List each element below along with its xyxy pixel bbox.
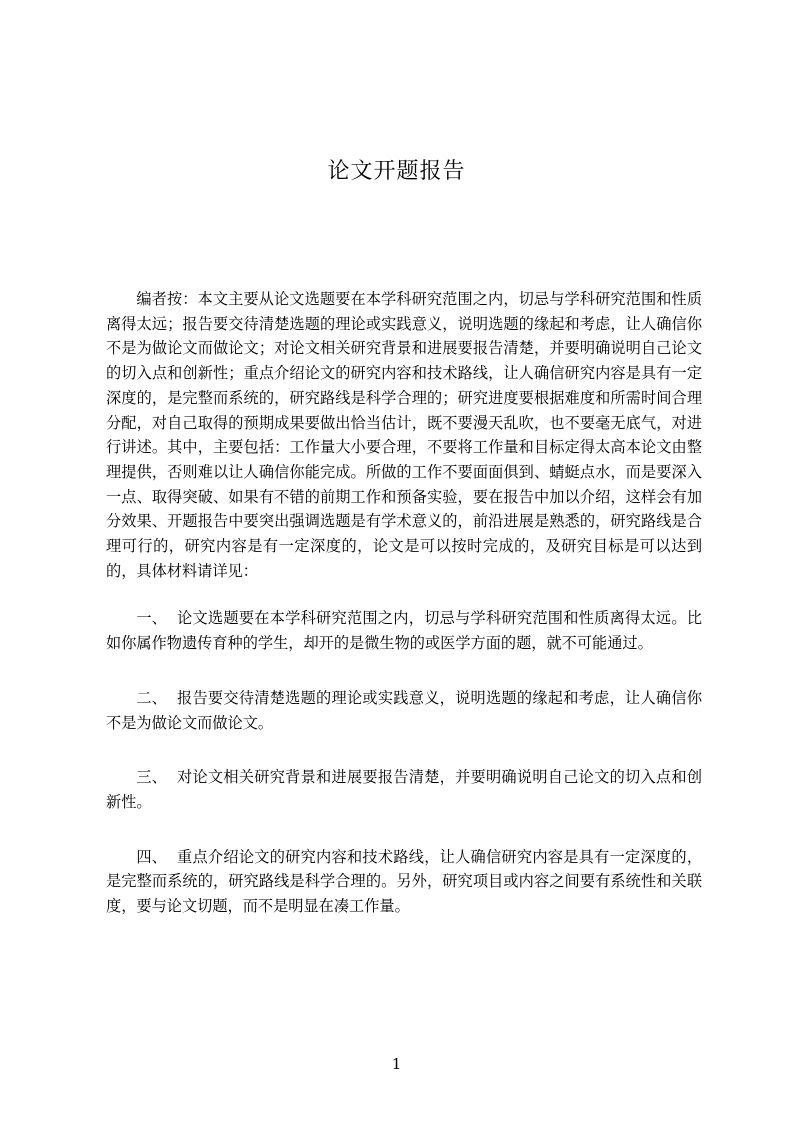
item-number: 三、 bbox=[136, 768, 167, 787]
item-text: 报告要交待清楚选题的理论或实践意义，说明选题的缘起和考虑，让人确信你不是为做论文而做论文。 bbox=[106, 688, 702, 732]
item-text: 重点介绍论文的研究内容和技术路线，让人确信研究内容是具有一定深度的，是完整而系统的，研究路线是科学合理的。另外，研究项目或内容之间要有系统性和关联度，要与论文切题，而不是明显在凑工作量。 bbox=[106, 847, 702, 916]
paragraph-spacer bbox=[106, 656, 702, 686]
paragraph-spacer bbox=[106, 583, 702, 606]
paragraph-spacer bbox=[106, 815, 702, 845]
numbered-item-2 bbox=[106, 686, 702, 735]
paragraph-spacer bbox=[106, 735, 702, 765]
item-number: 一、 bbox=[136, 609, 167, 628]
item-number: 四、 bbox=[136, 847, 167, 866]
numbered-item-4 bbox=[106, 845, 702, 919]
page-number: 1 bbox=[391, 1055, 402, 1073]
item-text: 对论文相关研究背景和进展要报告清楚，并要明确说明自己论文的切入点和创新性。 bbox=[106, 768, 702, 811]
numbered-item-1 bbox=[106, 606, 702, 655]
page-title: 论文开题报告 bbox=[327, 158, 466, 184]
numbered-item-3 bbox=[106, 765, 702, 814]
item-number: 二、 bbox=[136, 688, 167, 707]
intro-paragraph: 编者按：本文主要从论文选题要在本学科研究范围之内，切忌与学科研究范围和性质离得太远；报告要交待清楚选题的理论或实践意义，说明选题的缘起和考虑，让人确信你不是为做论文而做论文；对论文相关研究背景和进展要报告清楚，并要明确说明自己论文的切入点和创新性；重点介绍论文的研究内容和技术路线，让人确信研究内容是具有一定深度的，是完整而系统的，研究路线是科学合理的；研究进度要根据难度和所需时间合理分配，对自己取得的预期成果要做出恰当估计，既不要漫天乱吹，也不要毫无底气，对进行讲述。其中，主要包括：工作量大小要合理，不要将工作量和目标定得太高本论文由整理提供，否则难以让人确信你能完成。所做的工作不要面面俱到、蜻蜓点水，而是要深入一点、取得突破、如果有不错的前期工作和预备实验，要在报告中加以介绍，这样会有加分效果、开题报告中要突出强调选题是有学术意义的，前沿进展是熟悉的，研究路线是合理可行的，研究内容是有一定深度的，论文是可以按时完成的，及研究目标是可以达到的，具体材料请详见： bbox=[106, 290, 702, 580]
item-text: 论文选题要在本学科研究范围之内，切忌与学科研究范围和性质离得太远。比如你属作物遗传育种的学生，却开的是微生物的或医学方面的题，就不可能通过。 bbox=[106, 609, 702, 653]
document-body bbox=[106, 287, 702, 919]
